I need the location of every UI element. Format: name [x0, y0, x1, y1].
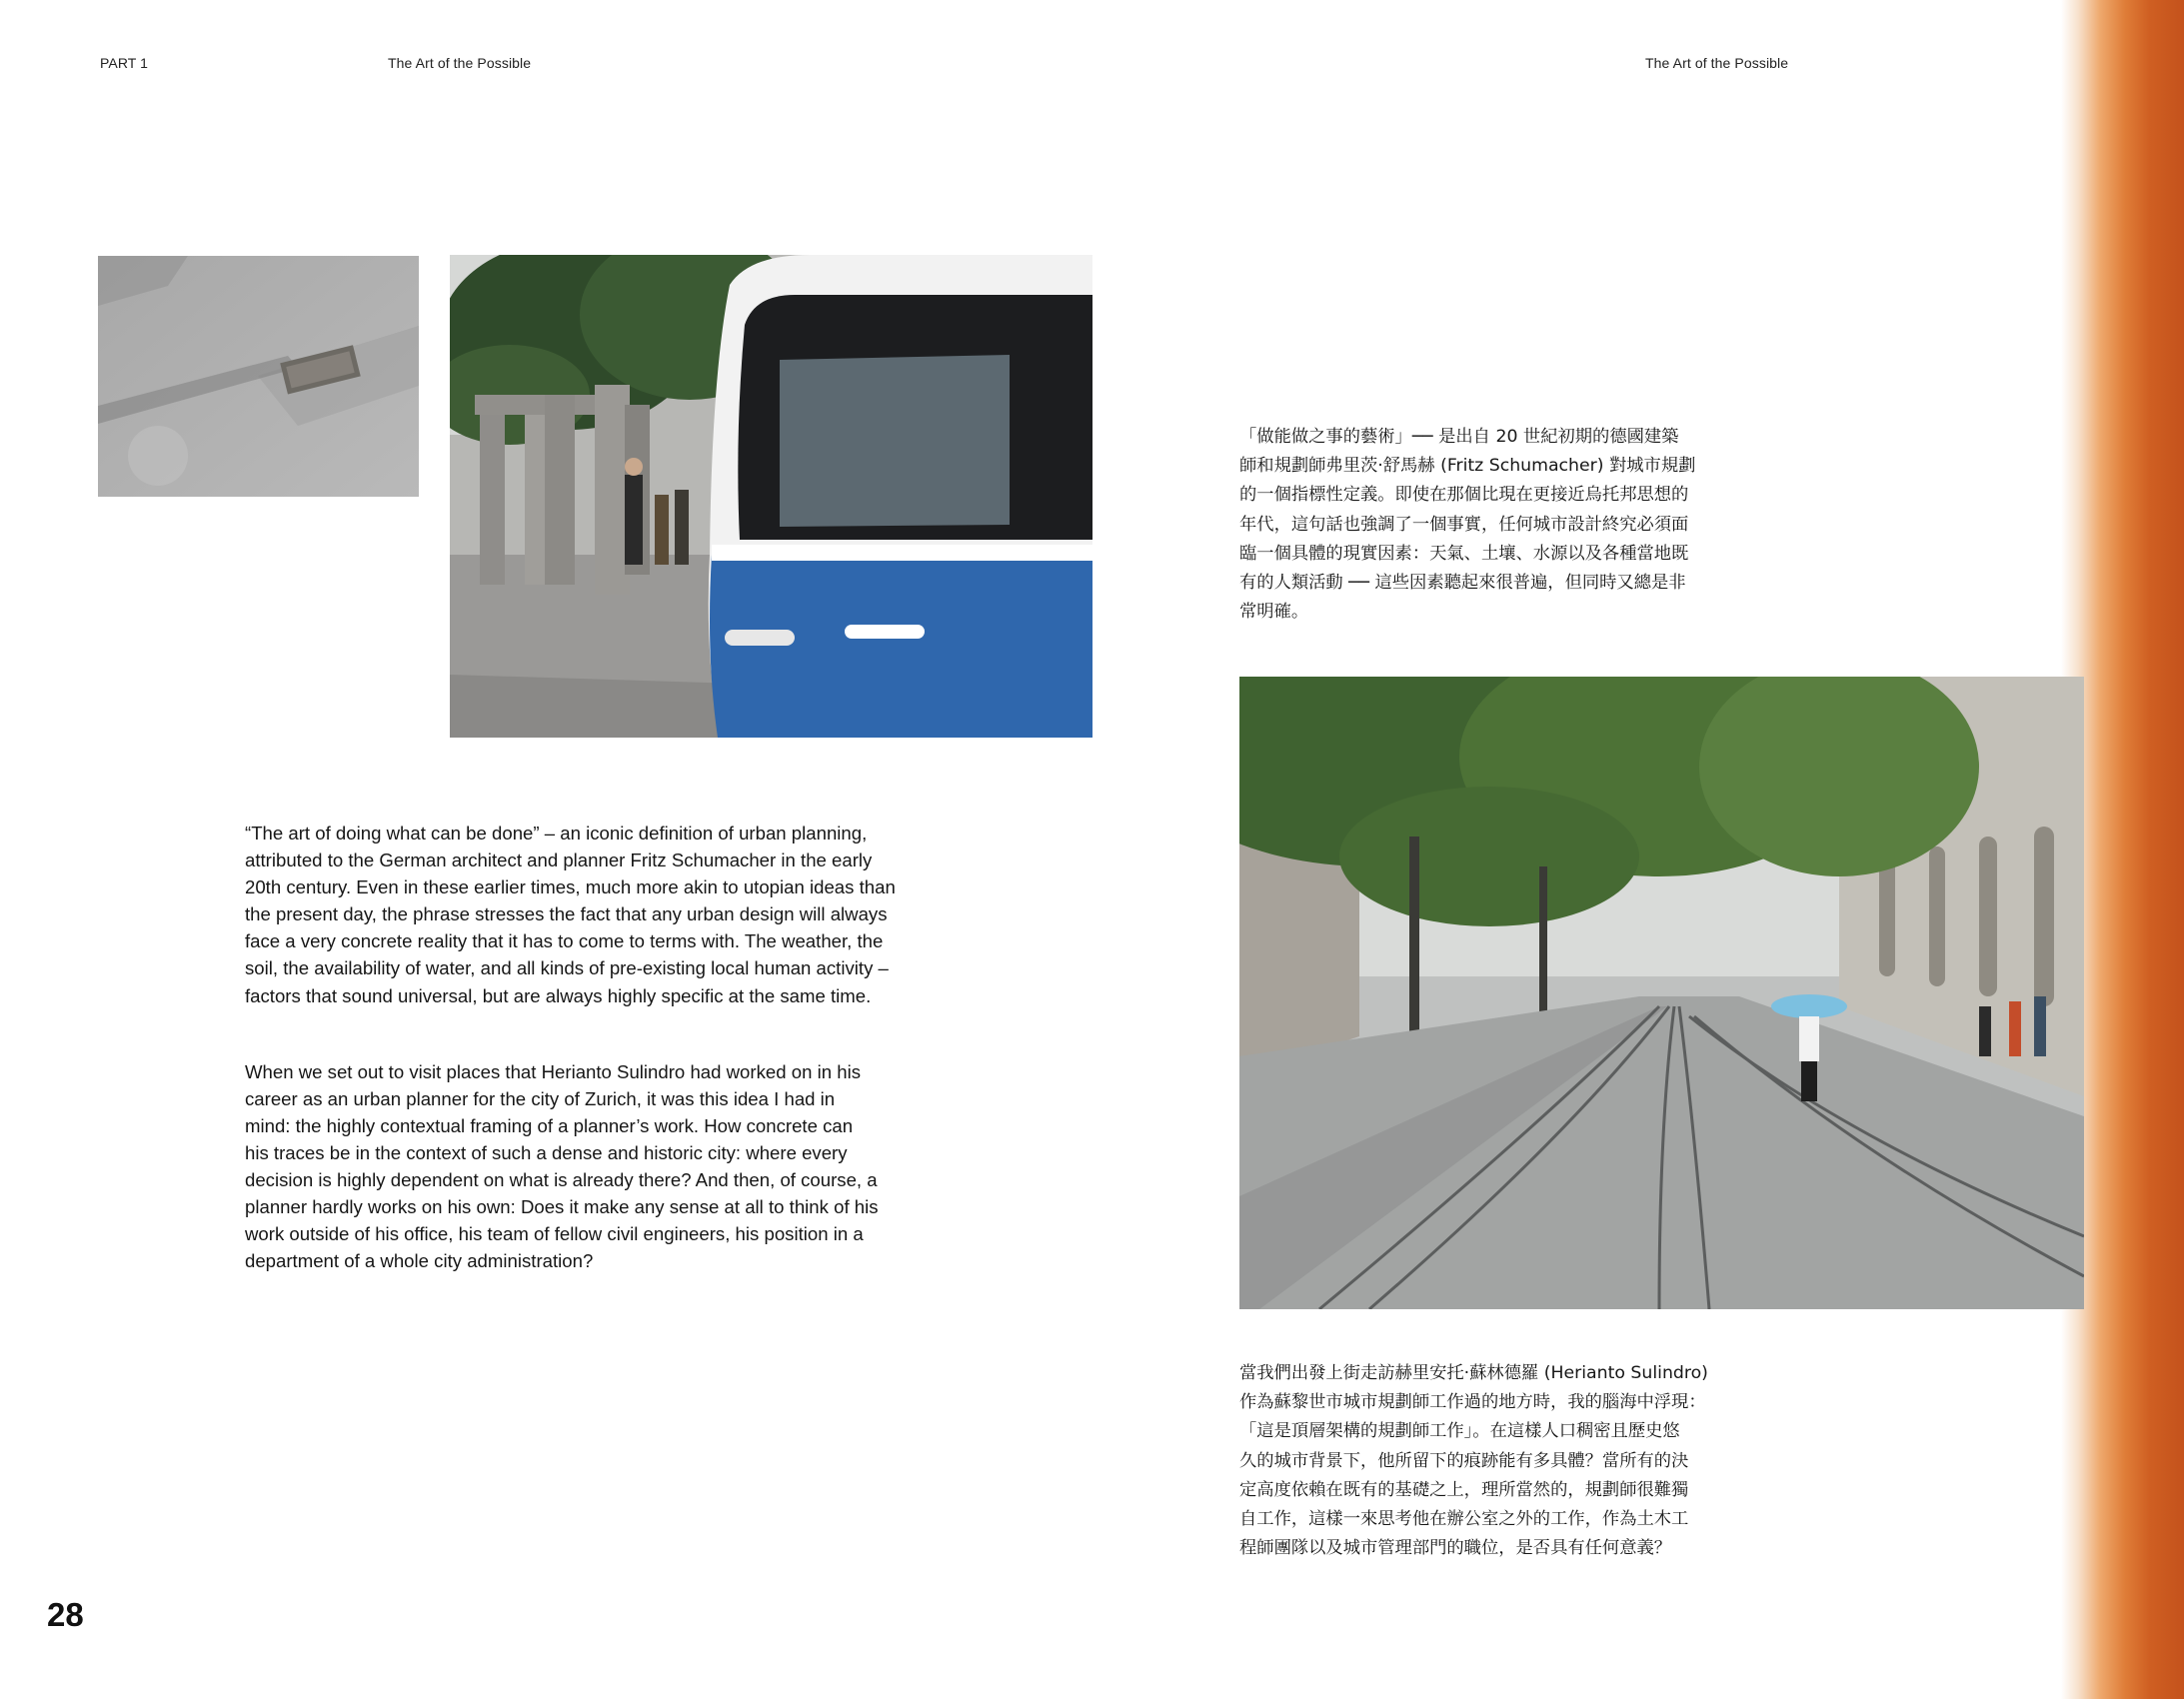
- paragraph-en-1: “The art of doing what can be done” – an iconic definition of urban planning, attributed to the German architect and planner Fritz Schumacher in the early 20th century. Even in these earlier times, much more akin to utopian ideas than the present day, the phrase stresses the fact that any urban design will always face a very concrete reality that it has to come to terms with. The weather, the soil, the availability of water, and all kinds of pre-existing local human activity – factors that sound universal, but are always highly specific at the same time.: [245, 823, 896, 1006]
- running-title-left: The Art of the Possible: [388, 55, 532, 71]
- photo-tram: [450, 255, 1092, 738]
- body-text-chinese-2: [1239, 1359, 1769, 1563]
- paragraph-en-2: When we set out to visit places that Herianto Sulindro had worked on in his career as an urban planner for the city of Zurich, it was this idea I had in mind: the highly contextual framing of a planner’s work. How concrete can his traces be in the context of such a dense and historic city: where every decision is highly dependent on what is already there? And then, of course, a planner hardly works on his own: Does it make any sense at all to think of his work outside of his office, his team of fellow civil engineers, his position in a department of a whole city administration?: [245, 1060, 879, 1272]
- photo-street-tracks: [1239, 677, 2084, 1309]
- paragraph-zh-2: 當我們出發上街走訪赫里安托‧蘇林德羅 (Herianto Sulindro) 作為蘇黎世市城市規劃師工作過的地方時，我的腦海中浮現： 「這是頂層架構的規劃師工作」。在這樣人口稠密且歷史悠 久的城市背景下，他所留下的痕跡能有多具體？當所有的決 定高度依賴在既有的基礎之上，理所當然的，規劃師很難獨 自工作，這樣一來思考他在辦公室之外的工作，作為土木工 程師團隊以及城市管理部門的職位，是否具有任何意義？: [1239, 1363, 1708, 1559]
- section-label: PART 1: [100, 55, 149, 71]
- paragraph-zh-1: 「做能做之事的藝術」── 是出自 20 世紀初期的德國建築 師和規劃師弗里茨‧舒馬赫 (Fritz Schumacher) 對城市規劃 的一個指標性定義。即使在那個比現在更接近烏托邦思想的 年代，這句話也強調了一個事實，任何城市設計終究必須面 臨一個具體的現實因素：天氣、土壤、水源以及各種當地既 有的人類活動 ── 這些因素聽起來很普遍，但同時又總是非 常明確。: [1239, 427, 1696, 623]
- body-text-chinese-1: [1239, 423, 1759, 627]
- photo-pavement-drain: [98, 256, 419, 497]
- running-title-right: The Art of the Possible: [1645, 55, 1789, 71]
- page-number-left: 28: [47, 1596, 84, 1633]
- body-text-english: [245, 820, 965, 1274]
